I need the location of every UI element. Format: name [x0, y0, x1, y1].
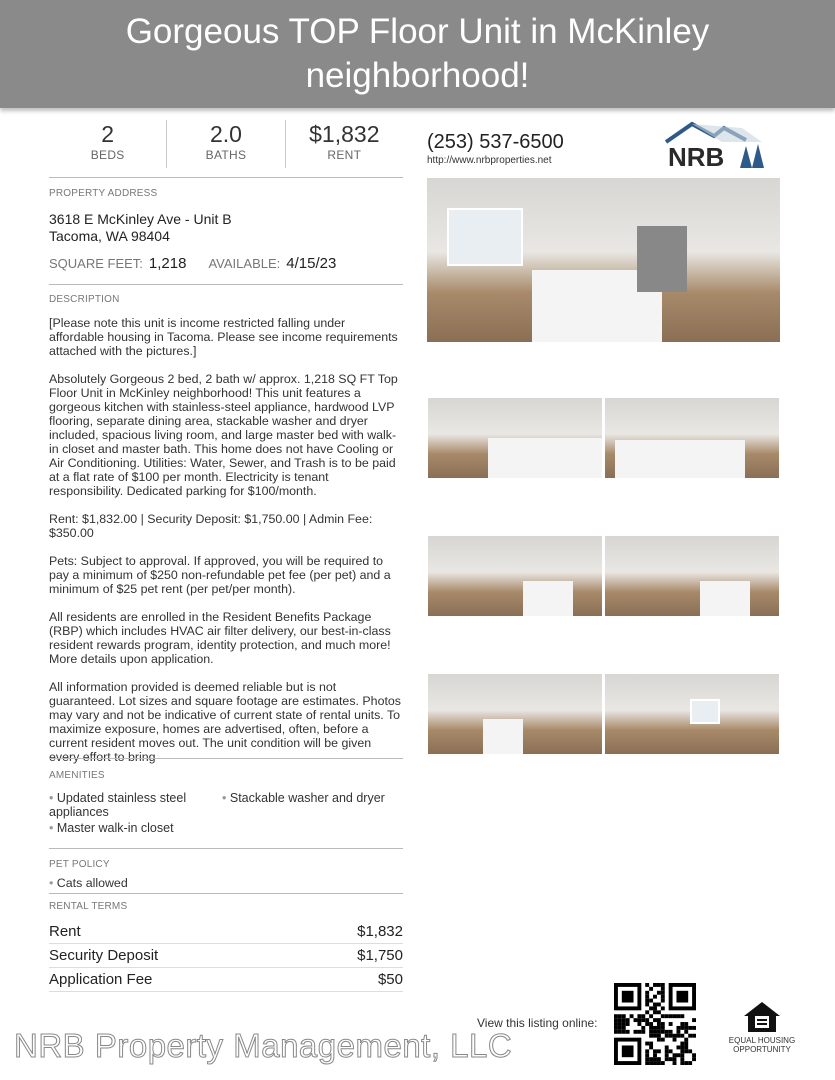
- description-paragraph: All residents are enrolled in the Resident Benefits Package (RBP) which includes HVAC air filter delivery, our best-in-class resident rewards program, identity protection, and much more! More details upon application.: [49, 610, 391, 666]
- qr-code[interactable]: [614, 983, 696, 1065]
- view-online-label: View this listing online:: [477, 1016, 598, 1030]
- sqft-label: SQUARE FEET:: [49, 256, 143, 271]
- terms-row: [49, 944, 403, 968]
- gallery-photo[interactable]: [428, 536, 602, 616]
- address-line1: 3618 E McKinley Ave - Unit B: [49, 211, 232, 227]
- stat-value: 2: [101, 121, 115, 147]
- nrb-logo: [662, 120, 770, 172]
- divider: [49, 758, 403, 759]
- gallery-photo[interactable]: [605, 398, 779, 478]
- term-value: $1,832: [357, 923, 403, 940]
- rental-terms-table: [49, 920, 403, 992]
- divider: [49, 848, 403, 849]
- pet-policy-list: • Cats allowed: [49, 876, 128, 890]
- stat-beds: [49, 120, 167, 168]
- address-label: PROPERTY ADDRESS: [49, 188, 158, 199]
- description-paragraph: All information provided is deemed reliable but is not guaranteed. Lot sizes and square footage are estimates. Photos may vary and not be indicative of current state of rental units. To maximize exposure, homes are advertised, often, before a current resident moves out. The unit condition will be given every effort to bring: [49, 680, 401, 764]
- main-photo-kitchen[interactable]: [427, 178, 780, 342]
- svg-text:NRB: NRB: [668, 142, 725, 172]
- amenity-item: • Master walk-in closet: [49, 821, 174, 835]
- description-paragraph: Absolutely Gorgeous 2 bed, 2 bath w/ approx. 1,218 SQ FT Top Floor Unit in McKinley neighborhood! This unit features a gorgeous kitchen with stainless-steel appliance, hardwood LVP flooring, separate dining area, stackable washer and dryer included, spacious living room, and large master bed with walk-in closet and master bath. This home does not have Cooling or Air Conditioning. Utilities: Water, Sewer, and Trash is to be paid at a flat rate of $100 per month. Electricity is tenant responsibility. Dedicated parking for $100/month.: [49, 372, 398, 498]
- property-address: [49, 211, 232, 245]
- divider: [49, 893, 403, 894]
- gallery-photo[interactable]: [428, 398, 602, 478]
- stat-label: RENT: [327, 148, 362, 162]
- description-paragraph: Rent: $1,832.00 | Security Deposit: $1,750.00 | Admin Fee: $350.00: [49, 512, 373, 540]
- amenities-label: AMENITIES: [49, 770, 105, 781]
- available-label: AVAILABLE:: [208, 256, 281, 271]
- stat-rent: [286, 120, 403, 168]
- gallery-photo[interactable]: [605, 674, 779, 754]
- gallery-photo[interactable]: [605, 536, 779, 616]
- property-details: [49, 255, 358, 272]
- term-name: Application Fee: [49, 971, 153, 988]
- eho-text: EQUAL HOUSING OPPORTUNITY: [728, 1036, 796, 1054]
- contact-website[interactable]: http://www.nrbproperties.net: [427, 155, 552, 166]
- pet-policy-label: PET POLICY: [49, 859, 110, 870]
- listing-title-line2: neighborhood!: [305, 56, 530, 95]
- term-value: $50: [377, 971, 403, 988]
- stat-value: 2.0: [210, 121, 242, 147]
- description-paragraph: [Please note this unit is income restricted falling under affordable housing in Tacoma. Please see income requirements attached with the pictures.]: [49, 316, 398, 358]
- listing-title-line1: Gorgeous TOP Floor Unit in McKinley: [125, 12, 710, 51]
- amenity-text: Stackable washer and dryer: [229, 791, 385, 805]
- amenity-text: Updated stainless steel appliances: [49, 791, 187, 819]
- description-text[interactable]: [49, 316, 403, 764]
- divider: [49, 177, 403, 178]
- term-value: $1,750: [357, 947, 403, 964]
- equal-housing-icon: [743, 1000, 781, 1034]
- amenity-text: Master walk-in closet: [56, 821, 174, 835]
- description-label: DESCRIPTION: [49, 294, 120, 305]
- contact-phone[interactable]: (253) 537-6500: [427, 131, 564, 153]
- description-paragraph: Pets: Subject to approval. If approved, you will be required to pay a minimum of $250 non-refundable pet fee (per pet) and a minimum of $25 pet rent (per pet/per month).: [49, 554, 391, 596]
- term-name: Rent: [49, 923, 81, 940]
- pet-policy-item: Cats allowed: [56, 876, 128, 890]
- address-line2: Tacoma, WA 98404: [49, 228, 170, 244]
- sqft-value: 1,218: [148, 255, 187, 272]
- terms-row: [49, 968, 403, 992]
- listing-title-banner: [0, 0, 835, 108]
- stat-label: BEDS: [90, 148, 125, 162]
- terms-row: [49, 920, 403, 944]
- stat-label: BATHS: [205, 148, 247, 162]
- company-name-watermark: NRB Property Management, LLC: [14, 1027, 513, 1064]
- available-value: 4/15/23: [286, 255, 337, 272]
- stat-value: $1,832: [309, 121, 380, 147]
- key-stats: [49, 120, 403, 168]
- amenity-item: • Stackable washer and dryer: [222, 791, 385, 805]
- amenity-item: • Updated stainless steel appliances: [49, 791, 187, 819]
- rental-terms-label: RENTAL TERMS: [49, 901, 128, 912]
- term-name: Security Deposit: [49, 947, 159, 964]
- divider: [49, 284, 403, 285]
- stat-baths: [167, 120, 285, 168]
- gallery-photo[interactable]: [428, 674, 602, 754]
